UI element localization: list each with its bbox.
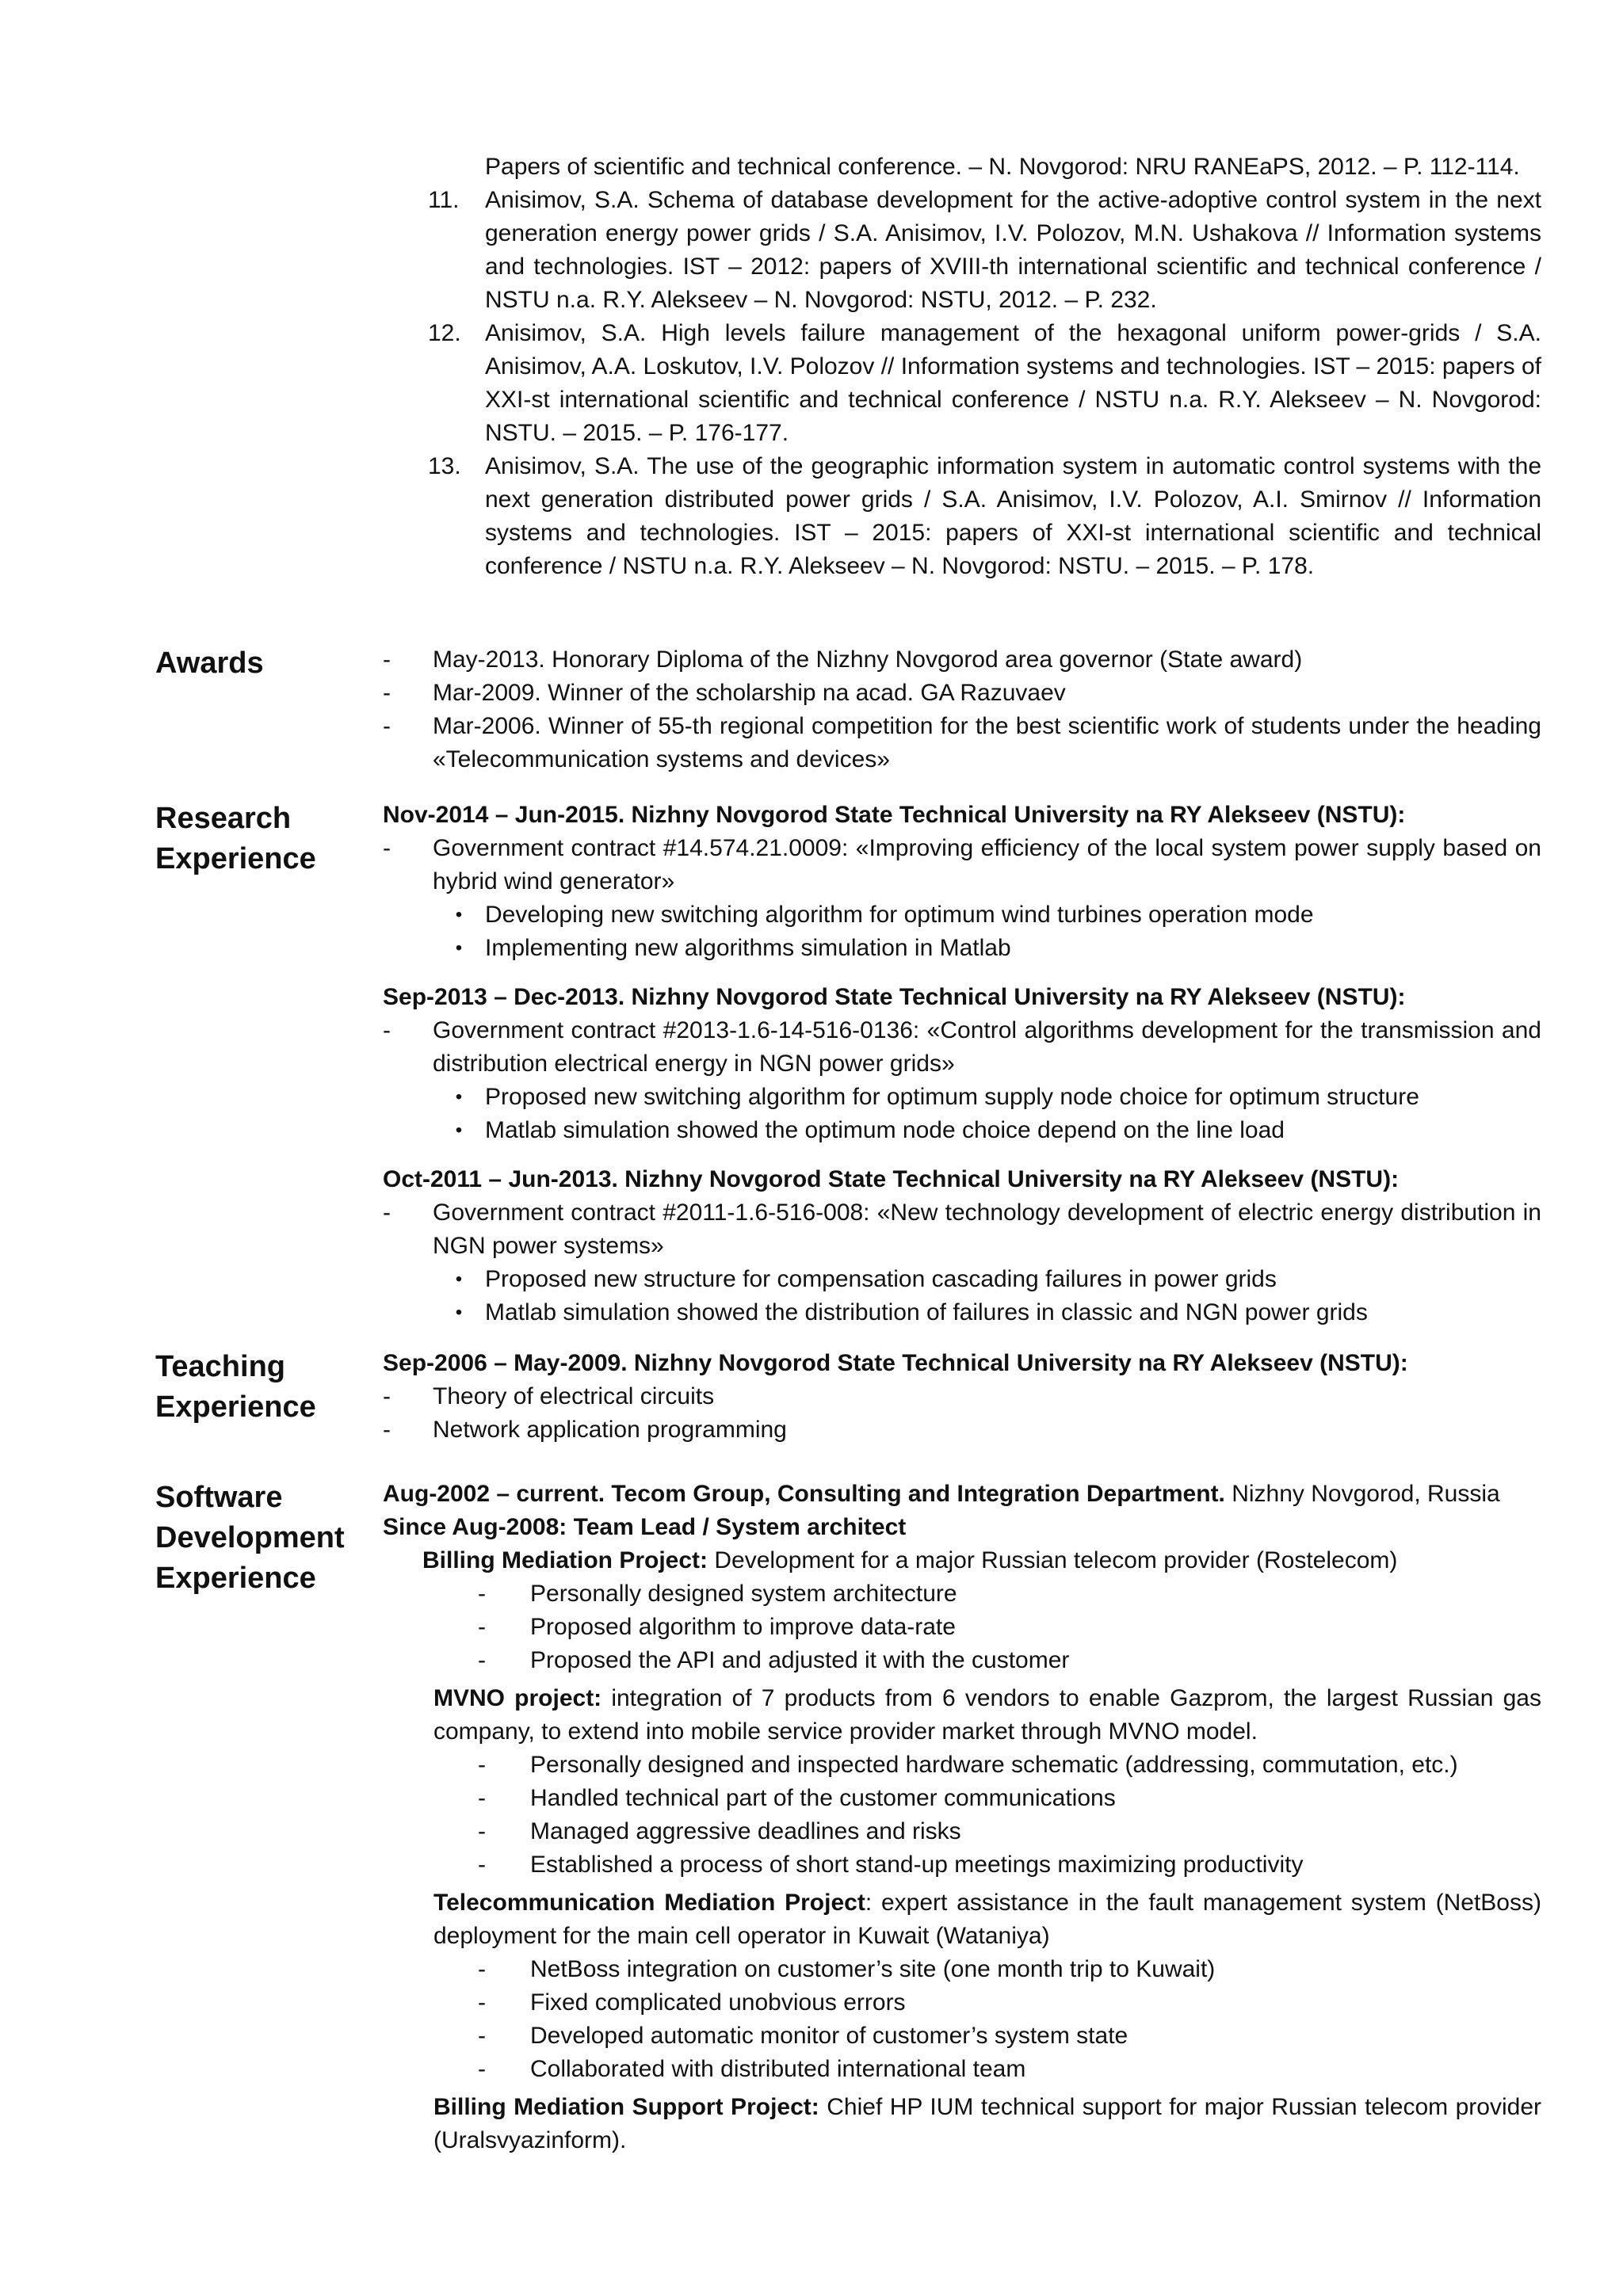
project-telecom-mediation: Telecommunication Mediation Project: expert assistance in the fault management system (NetBoss) deployment for the main cell operator in Kuwait (Wataniya) xyxy=(433,1890,1541,1949)
publication-item xyxy=(428,450,1541,583)
bullet-item: • Matlab simulation showed the distribution of failures in classic and NGN power grids xyxy=(455,1299,1368,1325)
section-heading-research: Research Experience xyxy=(155,802,316,875)
publication-continuation: Papers of scientific and technical conference. – N. Novgorod: NRU RANEaPS, 2012. – P. 112-114. xyxy=(485,154,1520,180)
project-item: - NetBoss integration on customer’s site (one month trip to Kuwait) xyxy=(478,1956,1216,1982)
bullet-item: • Proposed new switching algorithm for optimum supply node choice for optimum structure xyxy=(455,1084,1419,1110)
project-item: - Fixed complicated unobvious errors xyxy=(478,1989,906,2016)
project-mvno: MVNO project: integration of 7 products from 6 vendors to enable Gazprom, the largest Russian gas company, to extend into mobile service provider market through MVNO model. xyxy=(433,1685,1541,1745)
project-item: - Personally designed and inspected hardware schematic (addressing, commutation, etc.) xyxy=(478,1752,1458,1778)
research-entry xyxy=(383,799,1541,965)
software-entry-head: Aug-2002 – current. Tecom Group, Consulting and Integration Department. Nizhny Novgorod, Russia xyxy=(383,1481,1500,1507)
publication-number: 12. xyxy=(428,320,461,346)
software-entry xyxy=(383,1478,1541,2157)
research-entry xyxy=(383,981,1541,1147)
project-item: - Handled technical part of the customer communications xyxy=(478,1785,1116,1811)
project-item: - Personally designed system architecture xyxy=(478,1581,957,1607)
award-item: - May-2013. Honorary Diploma of the Nizhny Novgorod area governor (State award) xyxy=(383,646,1303,673)
project-billing-mediation: Billing Mediation Project: Development for a major Russian telecom provider (Rostelecom) xyxy=(422,1547,1398,1573)
research-entries xyxy=(383,799,1541,1329)
teaching-item: - Network application programming xyxy=(383,1417,787,1443)
project-item: - Managed aggressive deadlines and risks xyxy=(478,1818,961,1844)
bullet-item: • Matlab simulation showed the optimum node choice depend on the line load xyxy=(455,1117,1285,1143)
project-item: - Collaborated with distributed international team xyxy=(478,2056,1026,2082)
publication-text: Anisimov, S.A. Schema of database development for the active-adoptive control system in the next generation energy power grids / S.A. Anisimov, I.V. Polozov, M.N. Ushakova // Information systems and technologies. IST – 2012: papers of XVIII-th international scientific and technical conference / NSTU n.a. R.Y. Alekseev – N. Novgorod: NSTU, 2012. – P. 232. xyxy=(485,187,1541,313)
contract-item: - Government contract #14.574.21.0009: «Improving efficiency of the local system power supply based on hybrid wind generator» xyxy=(383,835,1541,894)
section-heading-awards: Awards xyxy=(155,646,264,680)
teaching-item: - Theory of electrical circuits xyxy=(383,1383,715,1409)
project-item: - Proposed algorithm to improve data-rate xyxy=(478,1614,956,1640)
award-item: - Mar-2006. Winner of 55-th regional competition for the best scientific work of students under the heading «Telecommunication systems and devices» xyxy=(383,713,1541,772)
publication-number: 13. xyxy=(428,453,461,479)
project-item: - Proposed the API and adjusted it with the customer xyxy=(478,1647,1070,1673)
software-role: Since Aug-2008: Team Lead / System architect xyxy=(383,1514,907,1540)
project-billing-support: Billing Mediation Support Project: Chief HP IUM technical support for major Russian telecom provider (Uralsvyazinform). xyxy=(433,2094,1542,2153)
contract-item: - Government contract #2013-1.6-14-516-0136: «Control algorithms development for the transmission and distribution electrical energy in NGN power grids» xyxy=(383,1017,1541,1077)
project-item: - Developed automatic monitor of customer’s system state xyxy=(478,2023,1128,2049)
publication-item xyxy=(428,317,1541,450)
awards-list xyxy=(383,643,1541,776)
teaching-entry xyxy=(383,1347,1541,1447)
research-entry-head: Sep-2013 – Dec-2013. Nizhny Novgorod State Technical University na RY Alekseev (NSTU): xyxy=(383,984,1406,1010)
bullet-item: • Implementing new algorithms simulation in Matlab xyxy=(455,935,1011,961)
publication-text: Anisimov, S.A. High levels failure management of the hexagonal uniform power-grids / S.A. Anisimov, A.A. Loskutov, I.V. Polozov // Information systems and technologies. IST – 2015: papers of XXI-st international scientific and technical conference / NSTU n.a. R.Y. Alekseev – N. Novgorod: NSTU. – 2015. – P. 176-177. xyxy=(485,320,1541,446)
research-entry-head: Oct-2011 – Jun-2013. Nizhny Novgorod State Technical University na RY Alekseev (NSTU): xyxy=(383,1166,1400,1192)
research-entry-head: Nov-2014 – Jun-2015. Nizhny Novgorod State Technical University na RY Alekseev (NSTU): xyxy=(383,802,1406,828)
section-heading-teaching: Teaching Experience xyxy=(155,1350,316,1424)
publication-number: 11. xyxy=(428,187,460,213)
project-item: - Established a process of short stand-up meetings maximizing productivity xyxy=(478,1852,1304,1878)
publication-text: Anisimov, S.A. The use of the geographic information system in automatic control systems with the next generation distributed power grids / S.A. Anisimov, I.V. Polozov, A.I. Smirnov // Information systems and technologies. IST – 2015: papers of XXI-st international scientific and technical conference / NSTU n.a. R.Y. Alekseev – N. Novgorod: NSTU. – 2015. – P. 178. xyxy=(485,453,1541,579)
publication-item xyxy=(428,184,1541,317)
bullet-item: • Proposed new structure for compensation cascading failures in power grids xyxy=(455,1266,1277,1292)
section-heading-software: Software Development Experience xyxy=(155,1481,345,1595)
teaching-entry-head: Sep-2006 – May-2009. Nizhny Novgorod State Technical University na RY Alekseev (NSTU): xyxy=(383,1350,1408,1376)
award-item: - Mar-2009. Winner of the scholarship na acad. GA Razuvaev xyxy=(383,680,1066,706)
research-entry xyxy=(383,1163,1541,1329)
publications-list xyxy=(428,151,1541,583)
bullet-item: • Developing new switching algorithm for optimum wind turbines operation mode xyxy=(455,902,1314,928)
contract-item: - Government contract #2011-1.6-516-008: «New technology development of electric energy distribution in NGN power systems» xyxy=(383,1199,1541,1259)
